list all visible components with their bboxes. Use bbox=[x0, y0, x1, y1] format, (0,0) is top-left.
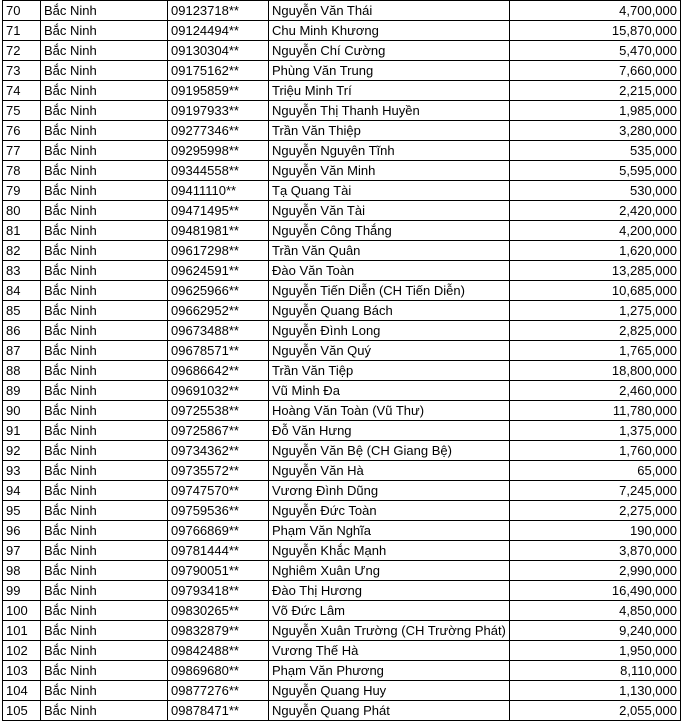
table-row bbox=[3, 621, 681, 641]
customer-name-cell: Nghiêm Xuân Ưng bbox=[269, 561, 510, 581]
phone-cell: 09790051** bbox=[168, 561, 269, 581]
province-cell: Bắc Ninh bbox=[41, 501, 168, 521]
table-row bbox=[3, 661, 681, 681]
amount-cell: 2,420,000 bbox=[510, 201, 681, 221]
customer-name-cell: Tạ Quang Tài bbox=[269, 181, 510, 201]
amount-cell: 1,130,000 bbox=[510, 681, 681, 701]
customer-name-cell: Phạm Văn Nghĩa bbox=[269, 521, 510, 541]
row-number: 72 bbox=[3, 41, 41, 61]
phone-cell: 09624591** bbox=[168, 261, 269, 281]
customer-name-cell: Nguyễn Quang Huy bbox=[269, 681, 510, 701]
phone-cell: 09725538** bbox=[168, 401, 269, 421]
phone-cell: 09197933** bbox=[168, 101, 269, 121]
customer-name-cell: Nguyễn Công Thắng bbox=[269, 221, 510, 241]
province-cell: Bắc Ninh bbox=[41, 641, 168, 661]
customer-name-cell: Trần Văn Thiệp bbox=[269, 121, 510, 141]
phone-cell: 09344558** bbox=[168, 161, 269, 181]
customer-name-cell: Nguyễn Nguyên Tĩnh bbox=[269, 141, 510, 161]
amount-cell: 3,280,000 bbox=[510, 121, 681, 141]
province-cell: Bắc Ninh bbox=[41, 261, 168, 281]
province-cell: Bắc Ninh bbox=[41, 401, 168, 421]
customer-name-cell: Nguyễn Văn Hà bbox=[269, 461, 510, 481]
province-cell: Bắc Ninh bbox=[41, 1, 168, 21]
table-row bbox=[3, 341, 681, 361]
row-number: 99 bbox=[3, 581, 41, 601]
customer-name-cell: Phùng Văn Trung bbox=[269, 61, 510, 81]
customer-name-cell: Nguyễn Xuân Trường (CH Trường Phát) bbox=[269, 621, 510, 641]
table-row bbox=[3, 181, 681, 201]
table-row bbox=[3, 641, 681, 661]
amount-cell: 5,470,000 bbox=[510, 41, 681, 61]
table-row bbox=[3, 141, 681, 161]
phone-cell: 09878471** bbox=[168, 701, 269, 721]
phone-cell: 09625966** bbox=[168, 281, 269, 301]
customer-name-cell: Nguyễn Đức Toàn bbox=[269, 501, 510, 521]
row-number: 88 bbox=[3, 361, 41, 381]
table-row bbox=[3, 381, 681, 401]
amount-cell: 535,000 bbox=[510, 141, 681, 161]
amount-cell: 7,660,000 bbox=[510, 61, 681, 81]
row-number: 82 bbox=[3, 241, 41, 261]
customer-name-cell: Võ Đức Lâm bbox=[269, 601, 510, 621]
amount-cell: 3,870,000 bbox=[510, 541, 681, 561]
phone-cell: 09686642** bbox=[168, 361, 269, 381]
table-row bbox=[3, 201, 681, 221]
row-number: 74 bbox=[3, 81, 41, 101]
phone-cell: 09124494** bbox=[168, 21, 269, 41]
table-row bbox=[3, 441, 681, 461]
amount-cell: 4,850,000 bbox=[510, 601, 681, 621]
amount-cell: 1,950,000 bbox=[510, 641, 681, 661]
row-number: 96 bbox=[3, 521, 41, 541]
province-cell: Bắc Ninh bbox=[41, 541, 168, 561]
phone-cell: 09411110** bbox=[168, 181, 269, 201]
amount-cell: 5,595,000 bbox=[510, 161, 681, 181]
table-row bbox=[3, 81, 681, 101]
province-cell: Bắc Ninh bbox=[41, 161, 168, 181]
row-number: 76 bbox=[3, 121, 41, 141]
phone-cell: 09781444** bbox=[168, 541, 269, 561]
phone-cell: 09734362** bbox=[168, 441, 269, 461]
customer-name-cell: Nguyễn Chí Cường bbox=[269, 41, 510, 61]
province-cell: Bắc Ninh bbox=[41, 281, 168, 301]
province-cell: Bắc Ninh bbox=[41, 241, 168, 261]
phone-cell: 09617298** bbox=[168, 241, 269, 261]
customer-name-cell: Trần Văn Tiệp bbox=[269, 361, 510, 381]
row-number: 87 bbox=[3, 341, 41, 361]
row-number: 89 bbox=[3, 381, 41, 401]
table-row bbox=[3, 321, 681, 341]
customer-name-cell: Nguyễn Quang Phát bbox=[269, 701, 510, 721]
phone-cell: 09747570** bbox=[168, 481, 269, 501]
phone-cell: 09130304** bbox=[168, 41, 269, 61]
province-cell: Bắc Ninh bbox=[41, 581, 168, 601]
province-cell: Bắc Ninh bbox=[41, 81, 168, 101]
customer-name-cell: Vương Đình Dũng bbox=[269, 481, 510, 501]
amount-cell: 530,000 bbox=[510, 181, 681, 201]
row-number: 90 bbox=[3, 401, 41, 421]
phone-cell: 09832879** bbox=[168, 621, 269, 641]
table-row bbox=[3, 241, 681, 261]
province-cell: Bắc Ninh bbox=[41, 221, 168, 241]
customer-name-cell: Đào Văn Toàn bbox=[269, 261, 510, 281]
amount-cell: 15,870,000 bbox=[510, 21, 681, 41]
phone-cell: 09793418** bbox=[168, 581, 269, 601]
province-cell: Bắc Ninh bbox=[41, 341, 168, 361]
phone-cell: 09295998** bbox=[168, 141, 269, 161]
province-cell: Bắc Ninh bbox=[41, 361, 168, 381]
table-row bbox=[3, 261, 681, 281]
row-number: 79 bbox=[3, 181, 41, 201]
province-cell: Bắc Ninh bbox=[41, 421, 168, 441]
winners-table bbox=[2, 0, 681, 721]
amount-cell: 1,620,000 bbox=[510, 241, 681, 261]
row-number: 105 bbox=[3, 701, 41, 721]
customer-name-cell: Nguyễn Văn Quý bbox=[269, 341, 510, 361]
phone-cell: 09471495** bbox=[168, 201, 269, 221]
province-cell: Bắc Ninh bbox=[41, 461, 168, 481]
phone-cell: 09877276** bbox=[168, 681, 269, 701]
phone-cell: 09869680** bbox=[168, 661, 269, 681]
province-cell: Bắc Ninh bbox=[41, 41, 168, 61]
row-number: 94 bbox=[3, 481, 41, 501]
amount-cell: 1,275,000 bbox=[510, 301, 681, 321]
row-number: 97 bbox=[3, 541, 41, 561]
province-cell: Bắc Ninh bbox=[41, 521, 168, 541]
province-cell: Bắc Ninh bbox=[41, 201, 168, 221]
table-row bbox=[3, 681, 681, 701]
amount-cell: 18,800,000 bbox=[510, 361, 681, 381]
customer-name-cell: Nguyễn Khắc Mạnh bbox=[269, 541, 510, 561]
customer-name-cell: Nguyễn Văn Minh bbox=[269, 161, 510, 181]
amount-cell: 4,200,000 bbox=[510, 221, 681, 241]
row-number: 98 bbox=[3, 561, 41, 581]
amount-cell: 9,240,000 bbox=[510, 621, 681, 641]
amount-cell: 13,285,000 bbox=[510, 261, 681, 281]
table-row bbox=[3, 581, 681, 601]
amount-cell: 1,760,000 bbox=[510, 441, 681, 461]
province-cell: Bắc Ninh bbox=[41, 61, 168, 81]
amount-cell: 65,000 bbox=[510, 461, 681, 481]
customer-name-cell: Nguyễn Văn Thái bbox=[269, 1, 510, 21]
amount-cell: 2,825,000 bbox=[510, 321, 681, 341]
table-row bbox=[3, 421, 681, 441]
province-cell: Bắc Ninh bbox=[41, 601, 168, 621]
phone-cell: 09759536** bbox=[168, 501, 269, 521]
province-cell: Bắc Ninh bbox=[41, 381, 168, 401]
table-row bbox=[3, 221, 681, 241]
row-number: 78 bbox=[3, 161, 41, 181]
row-number: 86 bbox=[3, 321, 41, 341]
customer-name-cell: Trần Văn Quân bbox=[269, 241, 510, 261]
table-row bbox=[3, 361, 681, 381]
customer-name-cell: Đào Thị Hương bbox=[269, 581, 510, 601]
phone-cell: 09725867** bbox=[168, 421, 269, 441]
province-cell: Bắc Ninh bbox=[41, 681, 168, 701]
customer-name-cell: Phạm Văn Phương bbox=[269, 661, 510, 681]
table-row bbox=[3, 601, 681, 621]
row-number: 91 bbox=[3, 421, 41, 441]
customer-name-cell: Nguyễn Văn Tài bbox=[269, 201, 510, 221]
row-number: 103 bbox=[3, 661, 41, 681]
table-row bbox=[3, 561, 681, 581]
row-number: 85 bbox=[3, 301, 41, 321]
phone-cell: 09277346** bbox=[168, 121, 269, 141]
amount-cell: 2,215,000 bbox=[510, 81, 681, 101]
amount-cell: 8,110,000 bbox=[510, 661, 681, 681]
amount-cell: 4,700,000 bbox=[510, 1, 681, 21]
province-cell: Bắc Ninh bbox=[41, 321, 168, 341]
phone-cell: 09175162** bbox=[168, 61, 269, 81]
phone-cell: 09662952** bbox=[168, 301, 269, 321]
customer-name-cell: Vương Thế Hà bbox=[269, 641, 510, 661]
row-number: 104 bbox=[3, 681, 41, 701]
amount-cell: 2,275,000 bbox=[510, 501, 681, 521]
table-body bbox=[3, 1, 681, 721]
row-number: 83 bbox=[3, 261, 41, 281]
province-cell: Bắc Ninh bbox=[41, 661, 168, 681]
province-cell: Bắc Ninh bbox=[41, 301, 168, 321]
row-number: 102 bbox=[3, 641, 41, 661]
amount-cell: 190,000 bbox=[510, 521, 681, 541]
customer-name-cell: Chu Minh Khương bbox=[269, 21, 510, 41]
row-number: 75 bbox=[3, 101, 41, 121]
row-number: 71 bbox=[3, 21, 41, 41]
row-number: 95 bbox=[3, 501, 41, 521]
phone-cell: 09830265** bbox=[168, 601, 269, 621]
province-cell: Bắc Ninh bbox=[41, 701, 168, 721]
table-row bbox=[3, 401, 681, 421]
row-number: 80 bbox=[3, 201, 41, 221]
table-row bbox=[3, 481, 681, 501]
table-row bbox=[3, 161, 681, 181]
phone-cell: 09735572** bbox=[168, 461, 269, 481]
row-number: 100 bbox=[3, 601, 41, 621]
table-row bbox=[3, 461, 681, 481]
table-row bbox=[3, 521, 681, 541]
customer-name-cell: Vũ Minh Đa bbox=[269, 381, 510, 401]
table-row bbox=[3, 501, 681, 521]
phone-cell: 09691032** bbox=[168, 381, 269, 401]
customer-name-cell: Nguyễn Tiến Diễn (CH Tiến Diễn) bbox=[269, 281, 510, 301]
table-row bbox=[3, 301, 681, 321]
amount-cell: 2,990,000 bbox=[510, 561, 681, 581]
province-cell: Bắc Ninh bbox=[41, 441, 168, 461]
customer-name-cell: Hoàng Văn Toàn (Vũ Thư) bbox=[269, 401, 510, 421]
table-row bbox=[3, 1, 681, 21]
amount-cell: 1,765,000 bbox=[510, 341, 681, 361]
row-number: 70 bbox=[3, 1, 41, 21]
province-cell: Bắc Ninh bbox=[41, 181, 168, 201]
province-cell: Bắc Ninh bbox=[41, 561, 168, 581]
amount-cell: 7,245,000 bbox=[510, 481, 681, 501]
amount-cell: 11,780,000 bbox=[510, 401, 681, 421]
row-number: 73 bbox=[3, 61, 41, 81]
phone-cell: 09481981** bbox=[168, 221, 269, 241]
amount-cell: 16,490,000 bbox=[510, 581, 681, 601]
province-cell: Bắc Ninh bbox=[41, 121, 168, 141]
amount-cell: 10,685,000 bbox=[510, 281, 681, 301]
customer-name-cell: Đỗ Văn Hưng bbox=[269, 421, 510, 441]
province-cell: Bắc Ninh bbox=[41, 481, 168, 501]
table-row bbox=[3, 21, 681, 41]
row-number: 92 bbox=[3, 441, 41, 461]
province-cell: Bắc Ninh bbox=[41, 621, 168, 641]
phone-cell: 09123718** bbox=[168, 1, 269, 21]
customer-name-cell: Nguyễn Đình Long bbox=[269, 321, 510, 341]
amount-cell: 2,055,000 bbox=[510, 701, 681, 721]
row-number: 93 bbox=[3, 461, 41, 481]
table-row bbox=[3, 701, 681, 721]
amount-cell: 1,985,000 bbox=[510, 101, 681, 121]
province-cell: Bắc Ninh bbox=[41, 141, 168, 161]
customer-name-cell: Nguyễn Thị Thanh Huyền bbox=[269, 101, 510, 121]
table-row bbox=[3, 61, 681, 81]
table-row bbox=[3, 121, 681, 141]
table-row bbox=[3, 41, 681, 61]
table-row bbox=[3, 101, 681, 121]
row-number: 84 bbox=[3, 281, 41, 301]
phone-cell: 09673488** bbox=[168, 321, 269, 341]
amount-cell: 2,460,000 bbox=[510, 381, 681, 401]
table-row bbox=[3, 541, 681, 561]
customer-name-cell: Nguyễn Văn Bệ (CH Giang Bệ) bbox=[269, 441, 510, 461]
province-cell: Bắc Ninh bbox=[41, 101, 168, 121]
customer-name-cell: Nguyễn Quang Bách bbox=[269, 301, 510, 321]
phone-cell: 09678571** bbox=[168, 341, 269, 361]
row-number: 81 bbox=[3, 221, 41, 241]
customer-name-cell: Triệu Minh Trí bbox=[269, 81, 510, 101]
table-row bbox=[3, 281, 681, 301]
province-cell: Bắc Ninh bbox=[41, 21, 168, 41]
phone-cell: 09195859** bbox=[168, 81, 269, 101]
phone-cell: 09766869** bbox=[168, 521, 269, 541]
amount-cell: 1,375,000 bbox=[510, 421, 681, 441]
phone-cell: 09842488** bbox=[168, 641, 269, 661]
row-number: 77 bbox=[3, 141, 41, 161]
row-number: 101 bbox=[3, 621, 41, 641]
